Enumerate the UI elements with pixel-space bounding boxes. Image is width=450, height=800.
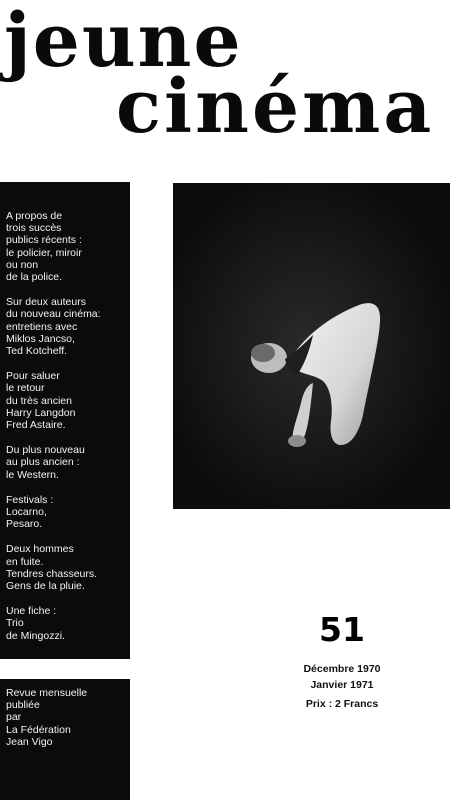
publisher-text: Revue mensuelle publiée par La Fédération Jean Vigo [6, 687, 88, 748]
contents-list [6, 210, 130, 655]
contents-item: A propos de trois succès publics récents : le policier, miroir ou non de la police. [6, 210, 82, 284]
contents-item: Pour saluer le retour du très ancien Harry Langdon Fred Astaire. [6, 370, 76, 432]
contents-item: Une fiche : Trio de Mingozzi. [6, 605, 65, 642]
issue-price: Prix : 2 Francs [305, 698, 379, 710]
masthead-line-1: jeune [4, 0, 243, 84]
cover-photo-figure [173, 183, 450, 509]
issue-number: 51 [319, 610, 365, 649]
contents-item: Deux hommes en fuite. Tendres chasseurs. Gens de la pluie. [6, 543, 98, 593]
contents-panel [0, 182, 130, 659]
contents-item: Sur deux auteurs du nouveau cinéma: entretiens avec Miklos Jancso, Ted Kotcheff. [6, 296, 101, 358]
masthead-line-2: cinéma [116, 64, 435, 150]
cover-photo [173, 183, 450, 509]
contents-item: Du plus nouveau au plus ancien : le Western. [6, 444, 85, 481]
issue-date-line-1: Décembre 1970 [303, 663, 381, 675]
issue-date-line-2: Janvier 1971 [310, 679, 374, 691]
publisher-panel [0, 679, 130, 800]
contents-item: Festivals : Locarno, Pesaro. [6, 493, 54, 531]
